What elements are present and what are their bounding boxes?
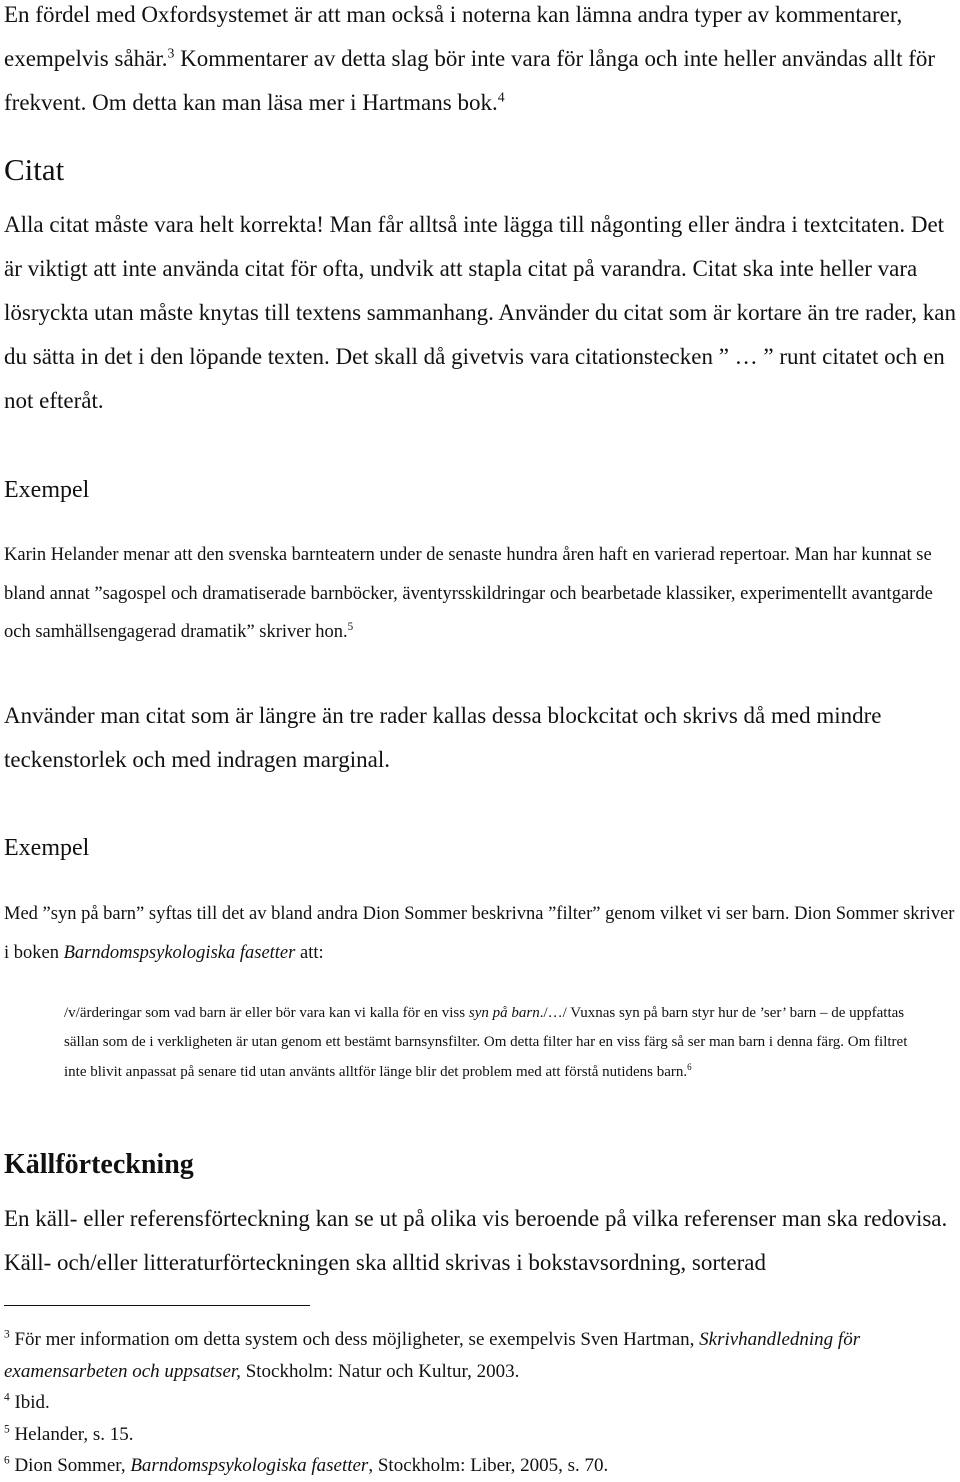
footnote-ref-5[interactable]: 5 xyxy=(347,620,354,633)
footnote-ref-3[interactable]: 3 xyxy=(167,45,175,61)
footnote-6-after: , Stockholm: Liber, 2005, s. 70. xyxy=(368,1455,609,1476)
footnote-ref-4[interactable]: 4 xyxy=(497,89,505,105)
heading-citat: Citat xyxy=(4,152,65,187)
exempel-1-paragraph xyxy=(4,536,960,652)
intro-paragraph xyxy=(4,0,956,125)
footnote-3-after: Stockholm: Natur och Kultur, 2003. xyxy=(240,1360,520,1382)
footnote-6-text: Dion Sommer, xyxy=(9,1455,131,1476)
heading-exempel-2: Exempel xyxy=(4,835,90,861)
footnote-separator xyxy=(4,1305,310,1306)
exempel-2-text-end: att: xyxy=(295,942,324,963)
kall-paragraph: En käll- eller referensförteckning kan se ut på olika vis beroende på vilka referenser man ska redovisa. Käll- och/eller litteraturförteckningen ska alltid skrivas i bokstavsordning, sorterad xyxy=(4,1206,948,1275)
footnote-3 xyxy=(4,1324,960,1387)
blockquote-text-1: /v/ärderingar som vad barn är eller bör vara kan vi kalla för en viss xyxy=(64,1005,469,1021)
blockquote-rule-paragraph: Använder man citat som är längre än tre rader kallas dessa blockcitat och skrivs då med mindre teckenstorlek och med indragen marginal. xyxy=(4,703,882,772)
citat-paragraph: Alla citat måste vara helt korrekta! Man får alltså inte lägga till någonting eller ändra i textcitaten. Det är viktigt att inte använda citat för ofta, undvik att stapla citat på varandra. Citat ska inte heller vara lösryckta utan måste knytas till textens sammanhang. Använder du citat som är kortare än tre rader, kan du sätta in det i den löpande texten. Det skall då givetvis vara citationstecken ” … ” runt citatet och en not efteråt. xyxy=(4,212,956,413)
book-title: Barndomspsykologiska fasetter xyxy=(63,942,296,963)
heading-kallforteckning: Källförteckning xyxy=(4,1149,194,1180)
heading-exempel-1: Exempel xyxy=(4,477,90,503)
intro-text-1: En fördel med Oxfordsystemet är att man också i noterna kan lämna andra typer av kommentarer, exempelvis såhär. xyxy=(4,2,903,71)
footnote-4-number: 4 xyxy=(4,1391,10,1404)
blockquote-italic: syn på barn xyxy=(468,1005,540,1021)
footnote-3-text: För mer information om detta system och dess möjligheter, se exempelvis Sven Hartman, xyxy=(9,1329,700,1350)
footnote-6-italic: Barndomspsykologiska fasetter xyxy=(130,1455,369,1476)
intro-text-2: Kommentarer av detta slag bör inte vara för långa och inte heller användas allt för frekvent. Om detta kan man läsa mer i Hartmans bok. xyxy=(4,46,936,115)
footnote-6 xyxy=(4,1450,960,1482)
blockquote xyxy=(64,999,924,1087)
exempel-1-text: Karin Helander menar att den svenska barnteatern under de senaste hundra åren haft en varierad repertoar. Man har kunnat se bland annat ”sagospel och dramatiserade barnböcker, äventyrsskildringar och bearbetade klassiker, experimentellt avantgarde och samhällsengagerad dramatik” skriver hon. xyxy=(4,545,933,642)
exempel-2-paragraph xyxy=(4,895,956,972)
footnote-4-text: Ibid. xyxy=(9,1392,50,1413)
footnote-4 xyxy=(4,1387,960,1419)
footnote-6-number: 6 xyxy=(4,1454,10,1467)
exempel-2-text: Med ”syn på barn” syftas till det av bland andra Dion Sommer beskrivna ”filter” genom vilket vi ser barn. Dion Sommer skriver i boken xyxy=(4,904,955,963)
footnote-5 xyxy=(4,1419,960,1451)
footnote-5-number: 5 xyxy=(4,1423,10,1436)
blockquote-text-2: ./…/ Vuxnas syn på barn styr hur de ’ser’ barn – de uppfattas sällan som de i verkligheten är utan genom ett bestämt barnsynsfilter. Om detta filter har en viss färg så ser man barn i denna färg. Om filtret inte blivit anpassat på senare tid utan använts alltför länge blir det problem med att förstå nutidens barn. xyxy=(64,1005,908,1080)
footnote-3-number: 3 xyxy=(4,1328,10,1341)
footnote-ref-6[interactable]: 6 xyxy=(687,1061,692,1072)
footnote-3-italic: Skrivhandledning för examensarbeten och uppsatser, xyxy=(4,1329,861,1382)
footnote-5-text: Helander, s. 15. xyxy=(9,1423,134,1445)
footnotes xyxy=(4,1324,960,1482)
